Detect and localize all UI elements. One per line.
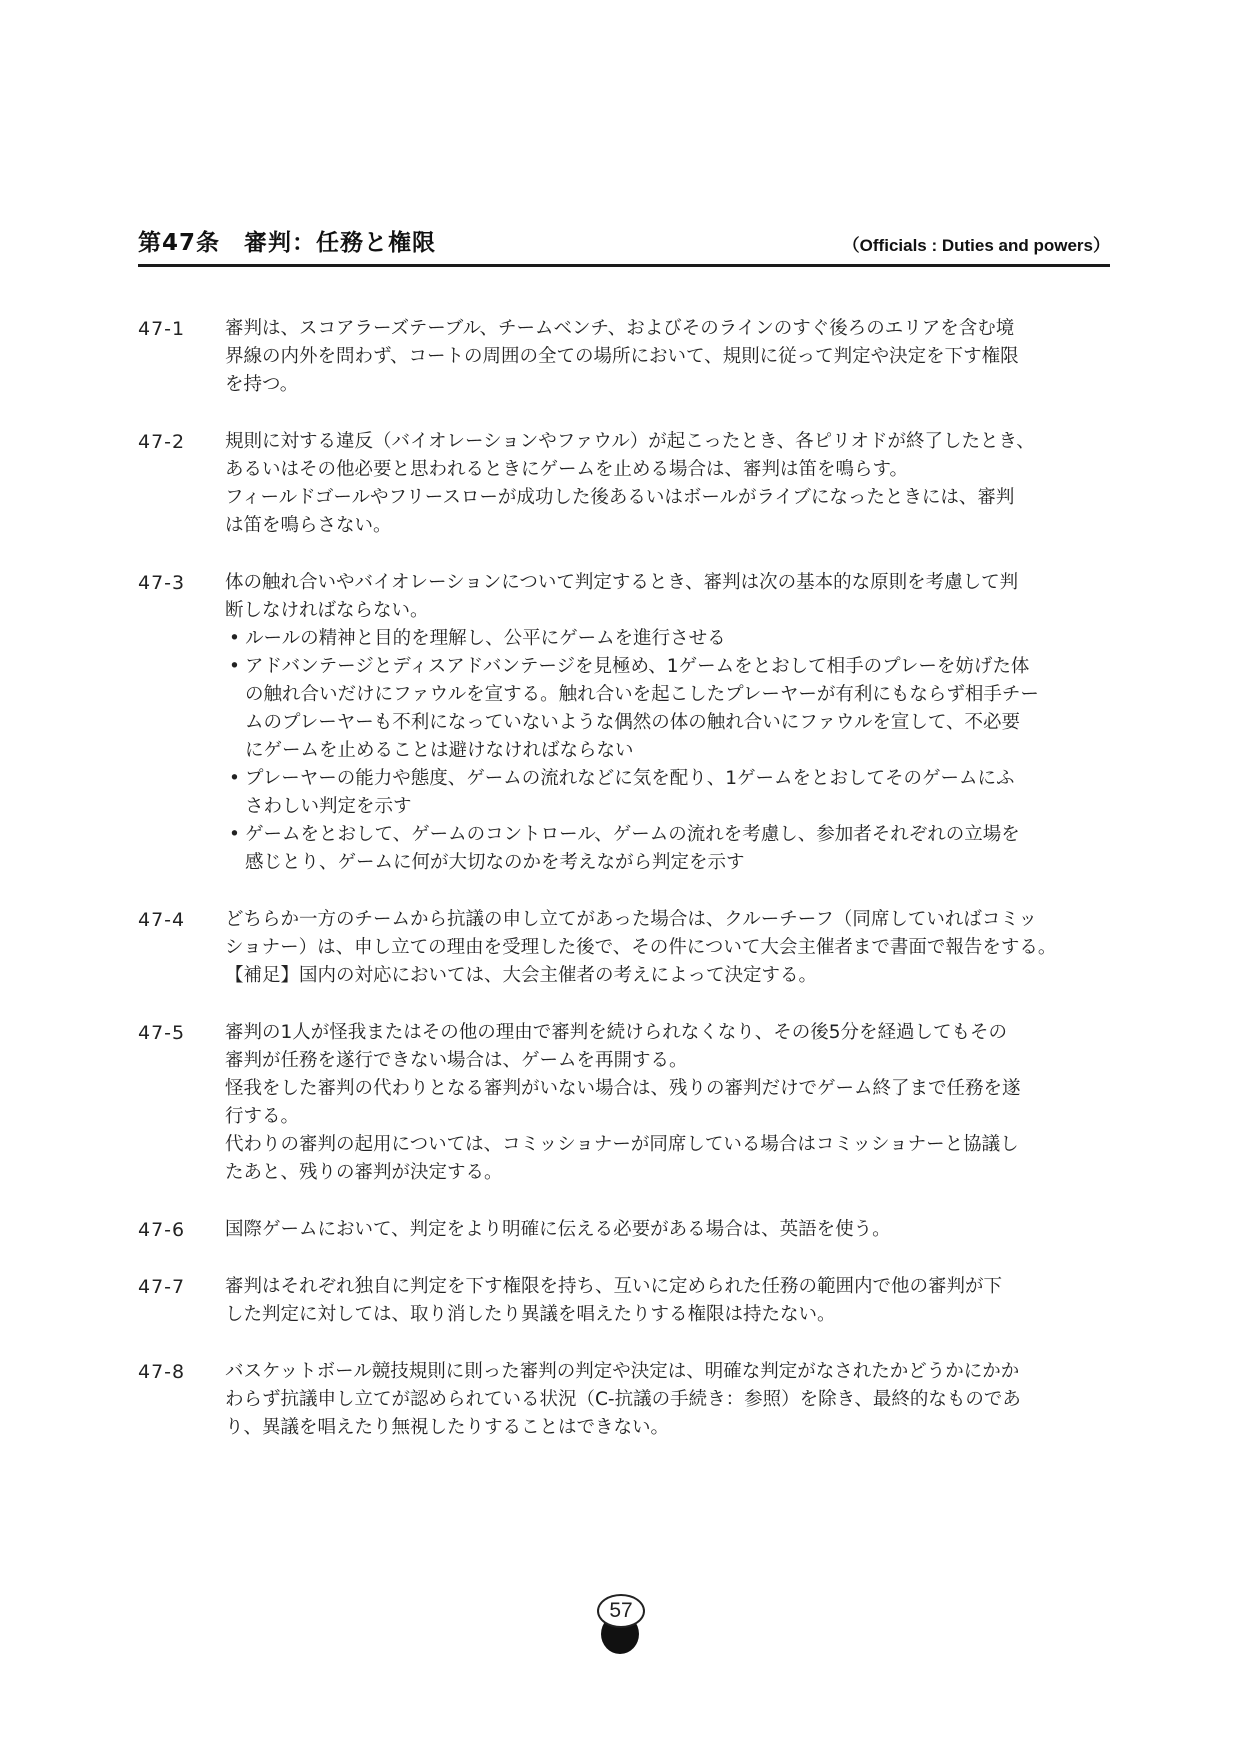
article-number: 47-2 [138, 431, 186, 453]
article-text-line: 規則に対する違反（バイオレーションやファウル）が起こったとき、各ピリオドが終了したとき、 [225, 431, 1035, 452]
article-text-line: 【補足】国内の対応においては、大会主催者の考えによって決定する。 [225, 965, 818, 986]
article-number: 47-1 [138, 318, 186, 340]
article [138, 1216, 1110, 1244]
section-subtitle-english: （Officials : Duties and powers） [842, 236, 1110, 255]
article-text-line: 審判が任務を遂行できない場合は、ゲームを再開する。 [225, 1050, 688, 1071]
article-text-line: どちらか一方のチームから抗議の申し立てがあった場合は、クルーチーフ（同席していればコミッ [225, 909, 1037, 930]
article [138, 1019, 1110, 1187]
article-text-line: 代わりの審判の起用については、コミッショナーが同席している場合はコミッショナーと協議し [225, 1134, 1019, 1155]
article-number: 47-5 [138, 1022, 186, 1044]
article [138, 428, 1110, 540]
article-text-line: 審判の1人が怪我またはその他の理由で審判を続けられなくなり、その後5分を経過してもその [225, 1022, 1008, 1043]
article-body [225, 315, 1110, 399]
article-text-line: した判定に対しては、取り消したり異議を唱えたりする権限は持たない。 [225, 1304, 836, 1325]
principles-list [225, 625, 1110, 877]
article-number: 47-3 [138, 572, 186, 594]
article [138, 1273, 1110, 1329]
article-text-line: 国際ゲームにおいて、判定をより明確に伝える必要がある場合は、英語を使う。 [225, 1219, 891, 1240]
section-title: 第47条 審判：任務と権限 [138, 230, 437, 256]
principle-item [225, 821, 1110, 877]
article-body [225, 1216, 1110, 1244]
principle-item [225, 653, 1110, 765]
article-body [225, 906, 1110, 990]
page-number: 57 [597, 1594, 645, 1628]
article-text-line: は笛を鳴らさない。 [225, 515, 392, 536]
article-body [225, 1358, 1110, 1442]
article-body [225, 1019, 1110, 1187]
article-text-line: 断しなければならない。 [225, 600, 429, 621]
article [138, 1358, 1110, 1442]
principle-text-line: • プレーヤーの能力や態度、ゲームの流れなどに気を配り、1ゲームをとおしてそのゲームにふ [245, 768, 1015, 789]
article-body [225, 428, 1110, 540]
article-text-line: バスケットボール競技規則に則った審判の判定や決定は、明確な判定がなされたかどうかにかか [225, 1361, 1020, 1382]
principle-text-line: 感じとり、ゲームに何が大切なのかを考えながら判定を示す [245, 852, 745, 873]
principle-text-line: にゲームを止めることは避けなければならない [245, 740, 634, 761]
principle-text-line: • ルールの精神と目的を理解し、公平にゲームを進行させる [245, 628, 726, 649]
articles-list [138, 315, 1110, 1471]
article-body [225, 569, 1110, 877]
section-header [138, 222, 1110, 267]
principle-item [225, 765, 1110, 821]
article-text-line: わらず抗議申し立てが認められている状況（C-抗議の手続き：参照）を除き、最終的なものであ [225, 1389, 1021, 1410]
article-text-line: フィールドゴールやフリースローが成功した後あるいはボールがライブになったときには、審判 [225, 487, 1015, 508]
principle-text-line: さわしい判定を示す [245, 796, 412, 817]
principle-text-line: ムのプレーヤーも不利になっていないような偶然の体の触れ合いにファウルを宣して、不必要 [245, 712, 1020, 733]
article-number: 47-4 [138, 909, 186, 931]
article-text-line: あるいはその他必要と思われるときにゲームを止める場合は、審判は笛を鳴らす。 [225, 459, 909, 480]
article [138, 315, 1110, 399]
article-text-line: ショナー）は、申し立ての理由を受理した後で、その件について大会主催者まで書面で報告をする。 [225, 937, 1057, 958]
article-text-line: を持つ。 [225, 374, 299, 395]
article-text-line: 怪我をした審判の代わりとなる審判がいない場合は、残りの審判だけでゲーム終了まで任務を遂 [225, 1078, 1021, 1099]
principle-item [225, 625, 1110, 653]
article-text-line: 審判はそれぞれ独自に判定を下す権限を持ち、互いに定められた任務の範囲内で他の審判が下 [225, 1276, 1003, 1297]
article-text-line: り、異議を唱えたり無視したりすることはできない。 [225, 1417, 670, 1438]
article-number: 47-7 [138, 1276, 186, 1298]
article-text-line: 行する。 [225, 1106, 300, 1127]
article-body [225, 1273, 1110, 1329]
article-text-line: 審判は、スコアラーズテーブル、チームベンチ、およびそのラインのすぐ後ろのエリアを含む境 [225, 318, 1015, 339]
article-text-line: 体の触れ合いやバイオレーションについて判定するとき、審判は次の基本的な原則を考慮して判 [225, 572, 1019, 593]
principle-text-line: • アドバンテージとディスアドバンテージを見極め、1ゲームをとおして相手のプレーを妨げた体 [245, 656, 1030, 677]
principle-text-line: • ゲームをとおして、ゲームのコントロール、ゲームの流れを考慮し、参加者それぞれの立場を [245, 824, 1020, 845]
article-number: 47-8 [138, 1361, 186, 1383]
article [138, 569, 1110, 877]
article-text-line: 界線の内外を問わず、コートの周囲の全ての場所において、規則に従って判定や決定を下す権限 [225, 346, 1019, 367]
article-number: 47-6 [138, 1219, 186, 1241]
article [138, 906, 1110, 990]
article-text-line: たあと、残りの審判が決定する。 [225, 1162, 503, 1183]
page-number-badge [595, 1594, 645, 1656]
principle-text-line: の触れ合いだけにファウルを宣する。触れ合いを起こしたプレーヤーが有利にもならず相手チー [245, 684, 1039, 705]
